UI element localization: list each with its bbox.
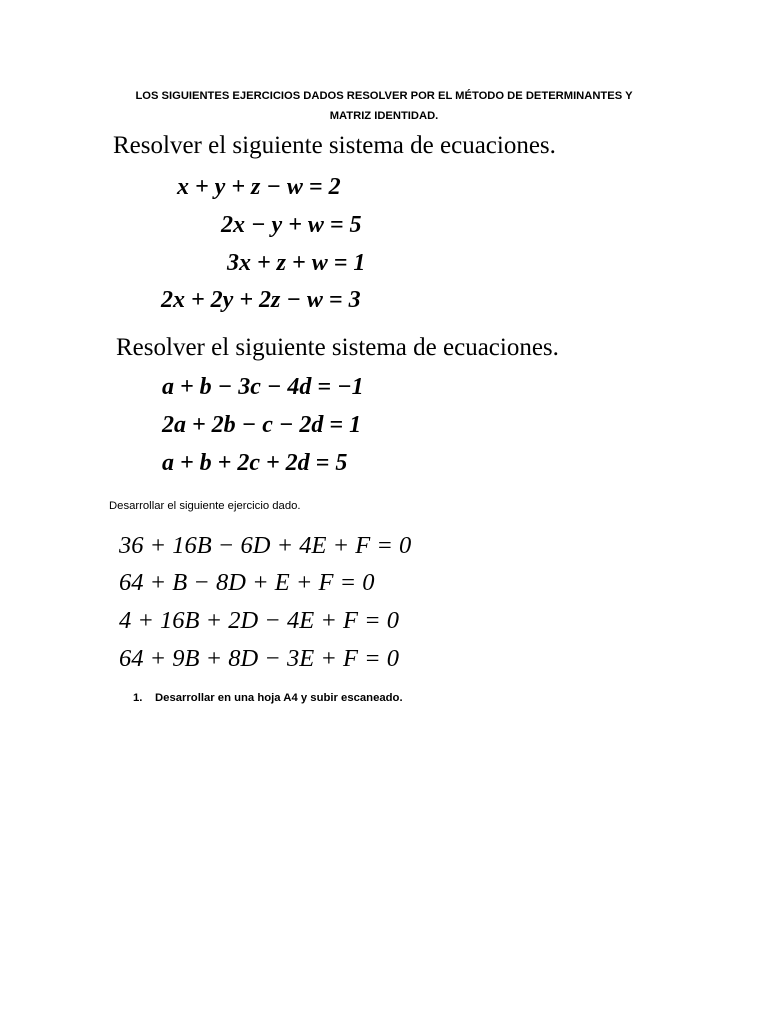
header-line-1: LOS SIGUIENTES EJERCICIOS DADOS RESOLVER POR EL MÉTODO DE DETERMINANTES Y: [135, 90, 633, 102]
section1-equation-3: 3x + z + w = 1: [227, 250, 366, 276]
section3-equation-3: 4 + 16B + 2D − 4E + F = 0: [119, 607, 400, 634]
section1-equation-1: x + y + z − w = 2: [177, 174, 341, 200]
section2-equation-2: 2a + 2b − c − 2d = 1: [162, 412, 362, 438]
list-item-number: 1.: [133, 692, 143, 704]
section2-equation-3: a + b + 2c + 2d = 5: [162, 450, 348, 476]
section2-heading: Resolver el siguiente sistema de ecuaciones.: [116, 334, 559, 361]
section3-equation-4: 64 + 9B + 8D − 3E + F = 0: [119, 645, 400, 672]
section3-intro: Desarrollar el siguiente ejercicio dado.: [109, 500, 301, 512]
list-item-text: Desarrollar en una hoja A4 y subir escaneado.: [155, 692, 403, 704]
list-item: [133, 692, 403, 704]
section3-equation-2: 64 + B − 8D + E + F = 0: [119, 569, 375, 596]
section2-equation-1: a + b − 3c − 4d = −1: [162, 374, 364, 400]
section1-heading: Resolver el siguiente sistema de ecuaciones.: [113, 132, 556, 159]
section3-equation-1: 36 + 16B − 6D + 4E + F = 0: [119, 532, 412, 559]
section1-equation-2: 2x − y + w = 5: [221, 212, 362, 238]
document-header: [100, 86, 668, 126]
section1-equation-4: 2x + 2y + 2z − w = 3: [161, 287, 361, 313]
header-line-2: MATRIZ IDENTIDAD.: [329, 110, 439, 122]
